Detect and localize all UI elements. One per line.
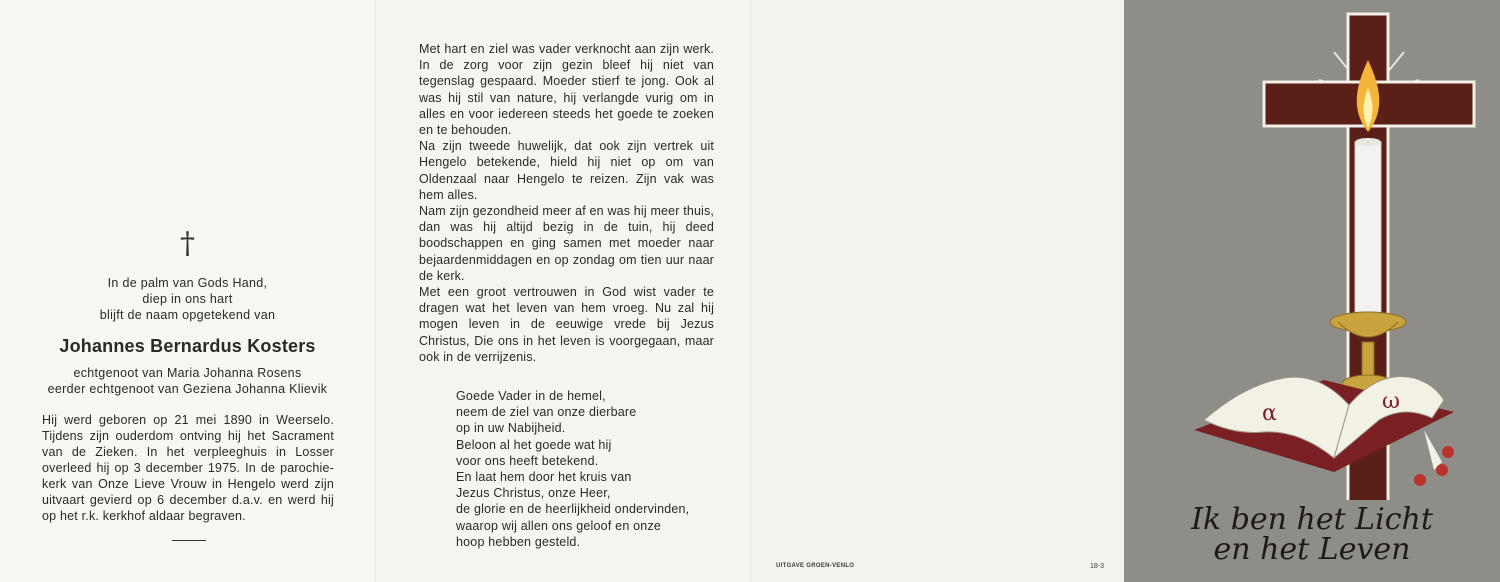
intro-line: blijft de naam opgetekend van [99,308,276,322]
prayer-line: de glorie en de heerlijkheid ondervinden, [456,502,690,517]
biography-text: Hij werd geboren op 21 mei 1890 in Weerselo. Tijdens zijn ouderdom ontving hij het Sacrament van de Zieken. In het verpleeghuis in Losser overleed hij op 3 december 1975. In de parochie-kerk van Onze Lieve Vrouw in Hengelo werd zijn uitvaart gevierd op 6 december d.a.v. en werd hij op het r.k. kerkhof aldaar begraven. [42,413,334,523]
open-book-icon [1194,377,1454,486]
intro-line: In de palm van Gods Hand, [107,276,268,290]
panel-cover [1124,0,1500,582]
prayer-line: voor ons heeft betekend. [456,453,599,468]
spouse-line: eerder echtgenoot van Geziena Johanna Klievik [47,382,328,396]
publisher-imprint: UITGAVE GROEN-VENLO [776,563,855,569]
alpha-symbol: α [1262,401,1277,426]
story-paragraph: Nam zijn gezondheid meer af en was hij meer thuis, dan was hij altijd bezig in de tuin, hij deed boodschappen en ging samen met moeder naar bejaardenmiddagen en op zondag om tien uur naar de kerk. [419,204,714,283]
biography [42,412,334,524]
prayer-line: waarop wij allen ons geloof en onze [456,518,662,533]
intro-line: diep in ons hart [142,292,233,306]
card-code: 18-3 [1089,563,1104,570]
deceased-name: Johannes Bernardus Kosters [59,336,316,356]
cross-icon: † [180,226,195,261]
divider [172,540,206,541]
omega-symbol: ω [1382,389,1400,414]
prayer-line: Goede Vader in de hemel, [456,389,606,403]
prayer-line: En laat hem door het kruis van [456,470,632,485]
story-text [419,41,714,365]
prayer-line: Jezus Christus, onze Heer, [456,486,611,501]
prayer-line: neem de ziel van onze dierbare [456,405,637,420]
prayer [456,388,736,550]
panel-back-blank [750,0,1124,582]
panel-story [375,0,750,582]
prayer-line: hoop hebben gesteld. [456,534,581,549]
spouse-info [0,365,375,397]
prayer-line: op in uw Nabijheid. [456,421,566,436]
spouse-line: echtgenoot van Maria Johanna Rosens [73,366,302,380]
story-paragraph: Met een groot vertrouwen in God wist vader te dragen wat het leven van hem vroeg. Nu zal hij mogen leven in de eeuwige vrede bij Jezus Christus, Die ons in het leven is voorgegaan, maar ook in de verrijzenis. [419,285,714,364]
motto-line: en het Leven [1213,532,1411,567]
story-paragraph: Na zijn tweede huwelijk, dat ook zijn vertrek uit Hengelo betekende, hield hij niet op om van Oldenzaal naar Hengelo te reizen. Zijn vak was hem alles. [419,139,714,202]
cover-motto [1124,502,1500,567]
cross-candle-book-illustration [1124,0,1500,500]
panel-memorial-intro [0,0,375,582]
motto-line: Ik ben het Licht [1191,502,1433,537]
prayer-line: Beloon al het goede wat hij [456,437,612,452]
candle-icon [1355,60,1381,322]
intro-text [0,275,375,323]
story-paragraph: Met hart en ziel was vader verknocht aan zijn werk. In de zorg voor zijn gezin bleef hij niet van tegenslag gespaard. Moeder stierf te jong. Ook al was hij stil van nature, hij verlangde vurig om in alles en voor iedereen steeds het goede te zoeken en te behouden. [419,42,714,138]
